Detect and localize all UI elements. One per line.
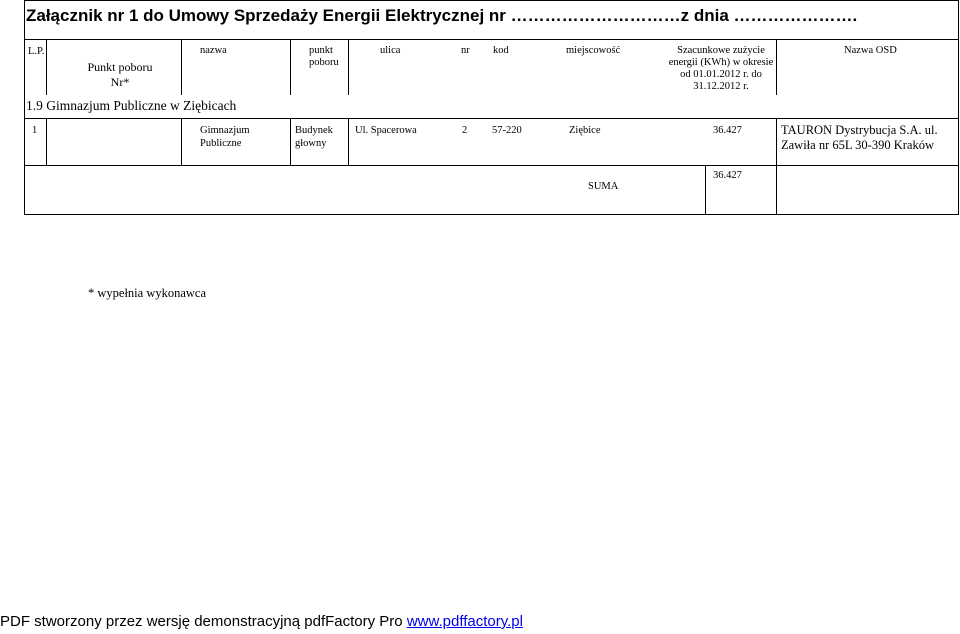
header-zuzycie-line3: od 01.01.2012 r. do — [680, 69, 762, 80]
header-zuzycie — [668, 45, 774, 93]
row-osd — [781, 123, 938, 153]
table-left-border — [24, 39, 25, 215]
pdf-footer-text: PDF stworzony przez wersję demonstracyjną pdfFactory Pro — [0, 613, 407, 630]
section-title: 1.9 Gimnazjum Publiczne w Ziębicach — [26, 98, 237, 113]
col-sep-zuzycie — [776, 39, 777, 95]
header-miejscowosc: miejscowość — [566, 45, 621, 56]
row-punkt-poboru — [295, 124, 333, 150]
header-punkt-poboru-nr-line2: Nr* — [110, 75, 130, 89]
table-bottom-border — [24, 214, 959, 215]
row-punkt-poboru-line2: głowny — [295, 138, 327, 149]
row-nazwa-line1: Gimnazjum — [200, 125, 250, 136]
row-sep-punkt-poboru — [348, 118, 349, 166]
row-osd-line1: TAURON Dystrybucja S.A. ul. — [781, 123, 938, 137]
pdffactory-link[interactable]: www.pdffactory.pl — [406, 613, 523, 630]
header-lp: L.P. — [28, 46, 45, 57]
header-punkt-line2: poboru — [309, 57, 339, 68]
row-nazwa-line2: Publiczne — [200, 138, 242, 149]
pdf-footer — [0, 613, 523, 630]
col-sep-punkt — [181, 39, 182, 95]
header-kod: kod — [493, 45, 509, 56]
sum-label: SUMA — [588, 181, 619, 192]
sum-sep-left — [705, 165, 706, 215]
header-nr: nr — [461, 45, 470, 56]
header-punkt — [309, 45, 339, 69]
table-right-border — [958, 39, 959, 215]
header-osd: Nazwa OSD — [844, 45, 897, 56]
outer-right-line — [958, 0, 959, 40]
header-zuzycie-line4: 31.12.2012 r. — [693, 81, 749, 92]
sum-value: 36.427 — [713, 170, 742, 181]
row-sep-lp — [46, 118, 47, 166]
row-punkt-poboru-line1: Budynek — [295, 125, 333, 136]
table-top-border — [24, 39, 959, 40]
row-osd-line2: Zawiła nr 65L 30-390 Kraków — [781, 138, 934, 152]
row-bottom-line — [24, 165, 959, 166]
row-sep-nazwa — [290, 118, 291, 166]
outer-top-line — [24, 0, 959, 1]
row-ulica: Ul. Spacerowa — [355, 125, 417, 136]
header-nazwa: nazwa — [200, 45, 227, 56]
row-kod: 57-220 — [492, 125, 522, 136]
header-ulica: ulica — [380, 45, 401, 56]
footnote: * wypełnia wykonawca — [88, 286, 207, 300]
col-sep-lp — [46, 39, 47, 95]
header-zuzycie-line1: Szacunkowe zużycie — [677, 45, 765, 56]
col-sep-nazwa — [290, 39, 291, 95]
row-nr: 2 — [462, 125, 468, 136]
row-miejscowosc: Ziębice — [569, 125, 601, 136]
row-sep-punkt — [181, 118, 182, 166]
header-punkt-poboru-nr — [70, 60, 170, 90]
col-sep-punkt-poboru — [348, 39, 349, 95]
document-title: Załącznik nr 1 do Umowy Sprzedaży Energii Elektrycznej nr …………………………z dnia …………………. — [26, 6, 858, 25]
row-sep-zuzycie — [776, 118, 777, 166]
header-zuzycie-line2: energii (KWh) w okresie — [668, 57, 774, 68]
row-zuzycie: 36.427 — [713, 125, 742, 136]
sum-sep-right — [776, 165, 777, 215]
header-punkt-poboru-nr-line1: Punkt poboru — [87, 60, 153, 74]
row-lp: 1 — [32, 125, 38, 136]
header-punkt-line1: punkt — [309, 45, 333, 56]
row-nazwa — [200, 124, 250, 150]
outer-left-line — [24, 0, 25, 40]
header-bottom-line — [24, 118, 959, 119]
